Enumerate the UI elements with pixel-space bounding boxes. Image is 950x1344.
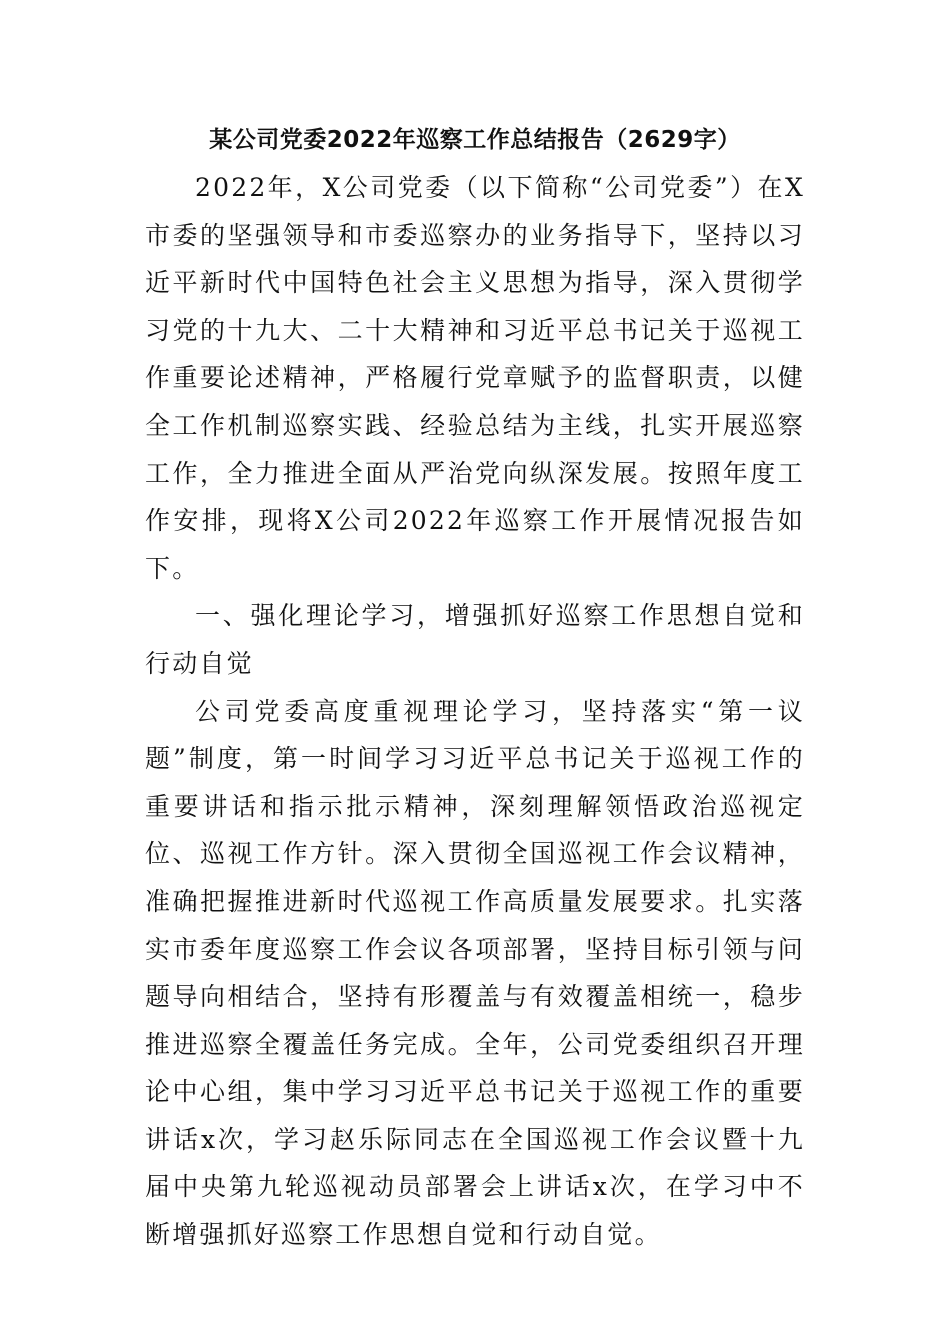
section-heading: 一、强化理论学习，增强抓好巡察工作思想自觉和行动自觉 [145,601,805,678]
document-body [145,164,805,1259]
document-title: 某公司党委2022年巡察工作总结报告（2629字） [209,127,741,153]
intro-paragraph: 2022年，X公司党委（以下简称“公司党委”）在X市委的坚强领导和市委巡察办的业务指导下，坚持以习近平新时代中国特色社会主义思想为指导，深入贯彻学习党的十九大、二十大精神和习近平总书记关于巡视工作重要论述精神，严格履行党章赋予的监督职责，以健全工作机制巡察实践、经验总结为主线，扎实开展巡察工作，全力推进全面从严治党向纵深发展。按照年度工作安排，现将X公司2022年巡察工作开展情况报告如下。 [145,173,805,583]
section-paragraph: 公司党委高度重视理论学习，坚持落实“第一议题”制度，第一时间学习习近平总书记关于巡视工作的重要讲话和指示批示精神，深刻理解领悟政治巡视定位、巡视工作方针。深入贯彻全国巡视工作会议精神，准确把握推进新时代巡视工作高质量发展要求。扎实落实市委年度巡察工作会议各项部署，坚持目标引领与问题导向相结合，坚持有形覆盖与有效覆盖相统一，稳步推进巡察全覆盖任务完成。全年，公司党委组织召开理论中心组，集中学习习近平总书记关于巡视工作的重要讲话x次，学习赵乐际同志在全国巡视工作会议暨十九届中央第九轮巡视动员部署会上讲话x次，在学习中不断增强抓好巡察工作思想自觉和行动自觉。 [145,696,805,1250]
